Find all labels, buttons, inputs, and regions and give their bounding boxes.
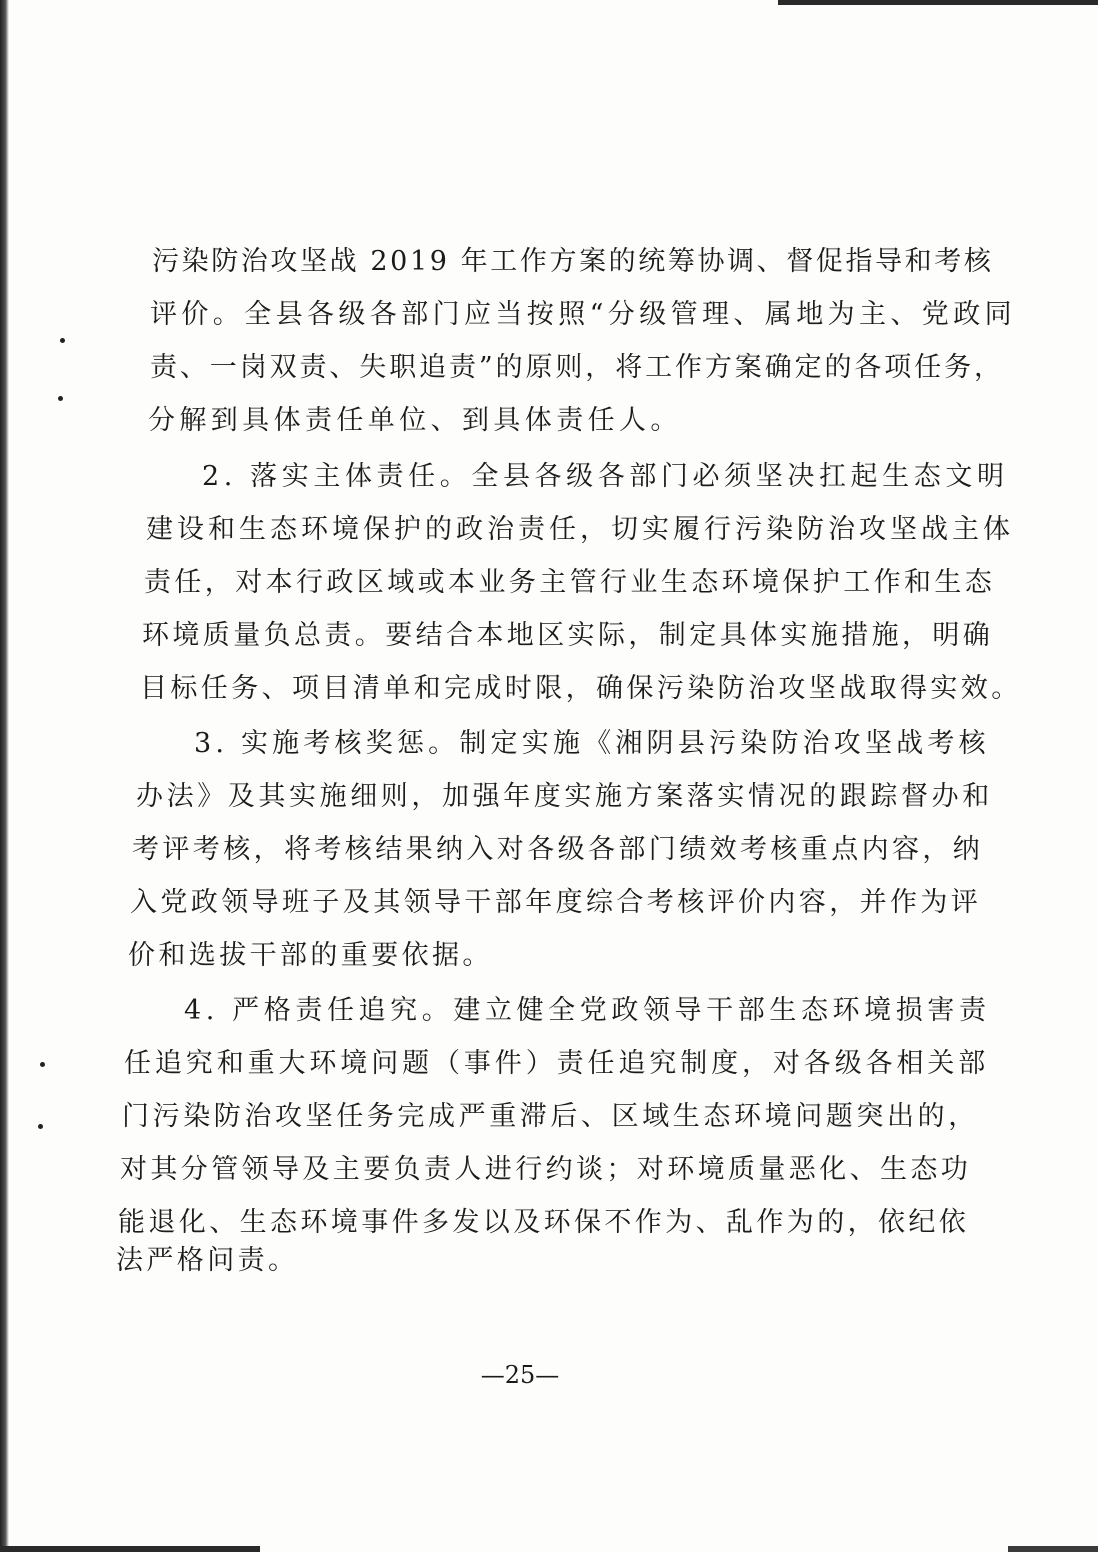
scan-edge-left bbox=[0, 0, 9, 1552]
text-line: 责、一岗双责、失职追责”的原则，将工作方案确定的各项任务， bbox=[150, 352, 1004, 383]
text-line: 任追究和重大环境问题（事件）责任追究制度，对各级各相关部 bbox=[124, 1048, 990, 1079]
text-line: 责任，对本行政区域或本业务主管行业生态环境保护工作和生态 bbox=[144, 567, 996, 598]
text-line: 入党政领导班子及其领导干部年度综合考核评价内容，并作为评 bbox=[130, 887, 982, 918]
text-line: 目标任务、项目清单和完成时限，确保污染防治攻坚战取得实效。 bbox=[140, 673, 1022, 704]
text-line: 对其分管领导及主要负责人进行约谈；对环境质量恶化、生态功 bbox=[120, 1154, 972, 1185]
scan-edge-bottom-right bbox=[1008, 1546, 1098, 1552]
text-line: 分解到具体责任单位、到具体责任人。 bbox=[148, 405, 682, 436]
text-line: 环境质量负总责。要结合本地区实际，制定具体实施措施，明确 bbox=[142, 620, 994, 651]
text-line: 2. 落实主体责任。全县各级各部门必须坚决扛起生态文明 bbox=[202, 461, 1009, 492]
text-line: 评价。全县各级各部门应当按照“分级管理、属地为主、党政同 bbox=[150, 299, 1017, 330]
scan-edge-top bbox=[778, 0, 1098, 5]
text-line: 3. 实施考核奖惩。制定实施《湘阴县污染防治攻坚战考核 bbox=[194, 728, 990, 759]
binding-hole-mark bbox=[40, 1062, 45, 1067]
text-line: 污染防治攻坚战 2019 年工作方案的统筹协调、督促指导和考核 bbox=[152, 246, 994, 277]
text-line: 办法》及其实施细则，加强年度实施方案落实情况的跟踪督办和 bbox=[136, 781, 993, 812]
text-line: 考评考核，将考核结果纳入对各级各部门绩效考核重点内容，纳 bbox=[132, 834, 984, 865]
text-line: 建设和生态环境保护的政治责任，切实履行污染防治攻坚战主体 bbox=[146, 514, 1014, 545]
binding-hole-mark bbox=[58, 396, 63, 401]
text-line: 4. 严格责任追究。建立健全党政领导干部生态环境损害责 bbox=[184, 995, 991, 1026]
binding-hole-mark bbox=[60, 338, 65, 343]
text-line: 门污染防治攻坚任务完成严重滞后、区域生态环境问题突出的， bbox=[122, 1101, 979, 1132]
text-line: 法严格问责。 bbox=[116, 1245, 299, 1276]
binding-hole-mark bbox=[38, 1124, 43, 1129]
scan-edge-bottom bbox=[0, 1546, 260, 1552]
page-number: —25— bbox=[480, 1361, 560, 1389]
text-line: 能退化、生态环境事件多发以及环保不作为、乱作为的，依纪依 bbox=[118, 1207, 970, 1238]
text-line: 价和选拔干部的重要依据。 bbox=[128, 940, 493, 971]
